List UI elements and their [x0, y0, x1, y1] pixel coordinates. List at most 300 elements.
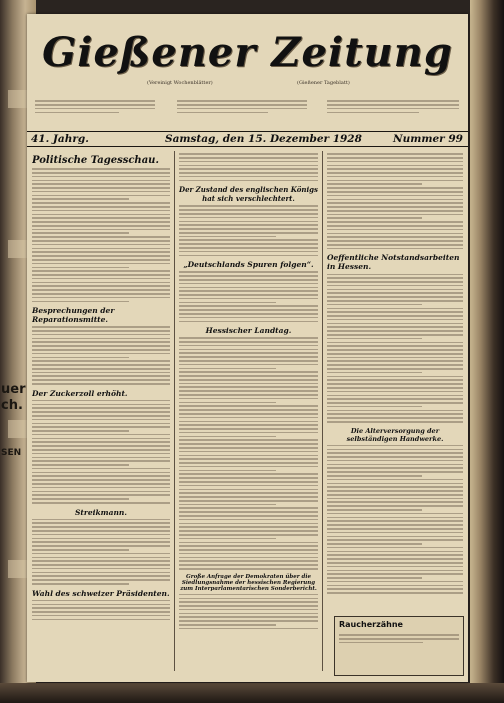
text-line — [327, 233, 463, 235]
text-line — [32, 600, 170, 602]
text-line — [179, 451, 318, 453]
text-line — [32, 198, 129, 200]
volume-year: 41. Jahrg. — [31, 133, 89, 145]
text-line — [32, 519, 170, 521]
scan-right-edge — [470, 0, 504, 703]
text-line — [327, 161, 463, 163]
text-line — [32, 449, 170, 451]
info-block-left — [35, 98, 155, 115]
text-line — [327, 202, 463, 204]
text-line — [179, 409, 318, 411]
text-line — [32, 334, 170, 336]
text-line — [179, 560, 318, 562]
text-line — [327, 315, 463, 317]
text-line — [32, 210, 170, 212]
text-line — [327, 330, 463, 332]
text-line — [32, 583, 129, 585]
text-line — [179, 481, 318, 483]
text-line — [32, 549, 129, 551]
text-line — [179, 530, 318, 532]
article-body — [32, 168, 170, 302]
text-line — [179, 379, 318, 381]
text-line — [179, 458, 318, 460]
text-line — [32, 274, 170, 276]
text-line — [327, 421, 463, 423]
text-line — [327, 206, 463, 208]
text-line — [32, 498, 129, 500]
text-line — [179, 236, 276, 238]
text-line — [327, 513, 463, 515]
text-line — [32, 472, 170, 474]
text-line — [32, 349, 170, 351]
text-line — [179, 364, 318, 366]
text-line — [32, 195, 170, 197]
text-line — [327, 471, 463, 473]
text-line — [179, 507, 318, 509]
text-line — [179, 526, 318, 528]
text-line — [32, 560, 170, 562]
article-body — [32, 400, 170, 504]
text-line — [179, 247, 318, 249]
text-line — [327, 311, 463, 313]
text-line — [327, 281, 463, 283]
text-line — [179, 271, 318, 273]
text-line — [32, 607, 170, 609]
article-heading: Hessischer Landtag. — [205, 326, 292, 336]
text-line — [32, 553, 170, 555]
text-line — [179, 489, 318, 491]
text-line — [32, 460, 170, 462]
article-heading: Große Anfrage der Demokraten über die Siedlungsnahme der hessischen Regierung zum Interparlamentarischen Sonderbericht. — [180, 573, 317, 592]
article-body — [179, 594, 318, 630]
text-line — [327, 483, 463, 485]
text-line — [327, 543, 422, 545]
text-line — [327, 323, 463, 325]
text-line — [32, 183, 170, 185]
text-line — [327, 490, 463, 492]
text-line — [327, 217, 422, 219]
scan-bottom-edge — [0, 683, 504, 703]
text-line — [327, 221, 463, 223]
text-line — [179, 485, 318, 487]
text-line — [32, 263, 170, 265]
text-line — [327, 292, 463, 294]
article-heading: Politische Tagesschau. — [32, 155, 159, 166]
text-line — [327, 528, 463, 530]
text-line — [179, 172, 318, 174]
text-line — [179, 515, 318, 517]
article-heading: Die Alterversorgung der selbständigen Handwerke. — [346, 426, 444, 443]
text-line — [179, 534, 318, 536]
text-line — [32, 557, 170, 559]
text-line — [327, 214, 463, 216]
text-line — [327, 274, 463, 276]
text-line — [32, 404, 170, 406]
column-rule — [174, 151, 175, 671]
column-1 — [32, 151, 170, 675]
article-heading: Wahl des schweizer Präsidenten. — [32, 588, 170, 598]
text-line — [32, 202, 170, 204]
text-line — [32, 353, 170, 355]
text-line — [32, 229, 170, 231]
text-line — [179, 568, 318, 570]
text-line — [179, 232, 318, 234]
text-line — [32, 364, 170, 366]
text-line — [32, 375, 170, 377]
text-line — [32, 278, 170, 280]
text-line — [32, 568, 170, 570]
text-line — [327, 449, 463, 451]
text-line — [327, 520, 463, 522]
text-line — [179, 466, 318, 468]
text-line — [32, 522, 170, 524]
text-line — [327, 402, 463, 404]
text-line — [327, 345, 463, 347]
text-line — [179, 609, 318, 611]
text-line — [179, 523, 318, 525]
text-line — [327, 494, 463, 496]
info-block-center — [177, 98, 307, 115]
text-line — [179, 470, 276, 472]
text-line — [179, 564, 318, 566]
text-line — [327, 153, 463, 155]
text-line — [327, 588, 463, 590]
text-line — [327, 229, 463, 231]
text-line — [32, 615, 170, 617]
text-line — [327, 285, 463, 287]
text-line — [179, 405, 318, 407]
text-line — [32, 604, 170, 606]
text-line — [327, 360, 463, 362]
article-heading: Besprechungen der Reparationsmitte. — [32, 306, 115, 325]
text-line — [179, 302, 276, 304]
column-3 — [327, 151, 463, 611]
left-page-fragment: uer — [1, 382, 26, 397]
text-line — [32, 244, 170, 246]
text-line — [327, 391, 463, 393]
issue-date: Samstag, den 15. Dezember 1928 — [165, 133, 362, 145]
text-line — [327, 486, 463, 488]
text-line — [32, 545, 170, 547]
article-heading: Streikmann. — [75, 507, 127, 517]
text-line — [179, 455, 318, 457]
text-line — [327, 479, 463, 481]
text-line — [32, 214, 170, 216]
text-line — [179, 624, 276, 626]
text-line — [32, 479, 170, 481]
text-line — [327, 172, 463, 174]
text-line — [327, 460, 463, 462]
text-line — [327, 376, 463, 378]
text-line — [32, 301, 129, 303]
text-line — [179, 180, 318, 182]
text-line — [32, 221, 170, 223]
text-line — [179, 402, 276, 404]
text-line — [327, 296, 463, 298]
text-line — [179, 500, 318, 502]
text-line — [32, 538, 170, 540]
text-line — [179, 511, 318, 513]
text-line — [32, 345, 170, 347]
text-line — [32, 267, 129, 269]
text-line — [179, 287, 318, 289]
publisher-info-band — [27, 96, 468, 128]
text-line — [179, 356, 318, 358]
text-line — [179, 375, 318, 377]
text-line — [32, 415, 170, 417]
text-line — [32, 251, 170, 253]
text-line — [179, 168, 318, 170]
text-line — [179, 390, 318, 392]
date-bar — [27, 131, 468, 147]
text-line — [327, 524, 463, 526]
text-line — [179, 371, 318, 373]
text-line — [32, 248, 170, 250]
text-line — [179, 601, 318, 603]
text-line — [179, 290, 318, 292]
text-line — [32, 379, 170, 381]
text-line — [327, 183, 422, 185]
text-line — [179, 504, 276, 506]
text-line — [327, 304, 422, 306]
text-line — [327, 165, 463, 167]
text-line — [327, 277, 463, 279]
text-line — [327, 240, 463, 242]
text-line — [179, 294, 318, 296]
text-line — [327, 300, 463, 302]
masthead-subtitle-left: (Vereinigt Wochenblätter) — [147, 80, 213, 86]
text-line — [32, 572, 170, 574]
left-page-fragment: SEN — [1, 448, 22, 458]
text-line — [179, 386, 318, 388]
text-line — [327, 176, 463, 178]
text-line — [179, 209, 318, 211]
left-page-fragment: ch. — [1, 398, 23, 413]
text-line — [327, 342, 463, 344]
text-line — [32, 468, 170, 470]
text-line — [32, 270, 170, 272]
text-line — [179, 221, 318, 223]
text-line — [179, 283, 318, 285]
text-line — [179, 549, 318, 551]
text-line — [327, 187, 463, 189]
column-rule — [322, 151, 323, 671]
text-line — [327, 452, 463, 454]
text-line — [179, 309, 318, 311]
text-line — [32, 187, 170, 189]
text-line — [327, 562, 463, 564]
text-line — [327, 319, 463, 321]
text-line — [179, 337, 318, 339]
text-line — [32, 330, 170, 332]
text-line — [32, 487, 170, 489]
text-line — [327, 236, 463, 238]
text-line — [32, 502, 170, 504]
text-line — [327, 326, 463, 328]
text-line — [327, 456, 463, 458]
text-line — [32, 326, 170, 328]
text-line — [32, 419, 170, 421]
text-line — [32, 180, 170, 182]
text-line — [327, 558, 463, 560]
text-line — [179, 542, 318, 544]
text-line — [179, 613, 318, 615]
text-line — [179, 439, 318, 441]
text-line — [179, 628, 318, 630]
text-line — [32, 575, 170, 577]
text-line — [179, 398, 318, 400]
text-line — [327, 573, 463, 575]
info-block-right — [327, 98, 459, 115]
text-line — [32, 494, 170, 496]
text-line — [32, 236, 170, 238]
text-line — [179, 473, 318, 475]
text-line — [327, 566, 463, 568]
text-line — [327, 308, 463, 310]
text-line — [32, 491, 170, 493]
text-line — [32, 168, 170, 170]
text-line — [32, 225, 170, 227]
text-line — [179, 275, 318, 277]
text-line — [327, 551, 463, 553]
text-line — [32, 407, 170, 409]
text-line — [327, 180, 463, 182]
article-body — [327, 153, 463, 249]
text-line — [179, 317, 318, 319]
text-line — [179, 553, 318, 555]
text-line — [327, 406, 422, 408]
article-body — [179, 153, 318, 181]
text-line — [327, 191, 463, 193]
text-line — [179, 605, 318, 607]
text-line — [327, 498, 463, 500]
text-line — [179, 239, 318, 241]
text-line — [327, 395, 463, 397]
text-line — [179, 213, 318, 215]
text-line — [179, 360, 318, 362]
text-line — [327, 383, 463, 385]
text-line — [179, 538, 276, 540]
text-line — [32, 441, 170, 443]
text-line — [327, 445, 463, 447]
text-line — [179, 428, 318, 430]
text-line — [327, 554, 463, 556]
text-line — [327, 289, 463, 291]
text-line — [179, 413, 318, 415]
text-line — [32, 259, 170, 261]
article-body — [179, 271, 318, 322]
newspaper-title: Gießener Zeitung — [42, 29, 453, 76]
text-line — [32, 206, 170, 208]
text-line — [32, 457, 170, 459]
text-line — [327, 464, 463, 466]
text-line — [179, 417, 318, 419]
text-line — [179, 345, 318, 347]
text-line — [32, 541, 170, 543]
text-line — [179, 557, 318, 559]
text-line — [327, 410, 463, 412]
text-line — [327, 225, 463, 227]
text-line — [32, 341, 170, 343]
newspaper-page — [27, 14, 468, 682]
text-line — [327, 417, 463, 419]
article-heading: Der Zustand des englischen Königs hat sich verschlechtert. — [179, 185, 318, 204]
text-line — [179, 157, 318, 159]
article-body — [327, 274, 463, 423]
text-line — [32, 438, 170, 440]
text-line — [32, 445, 170, 447]
article-body — [32, 600, 170, 621]
text-line — [327, 349, 463, 351]
article-heading: „Deutschlands Spuren folgen“. — [183, 260, 314, 270]
text-line — [179, 462, 318, 464]
text-line — [32, 285, 170, 287]
text-line — [32, 619, 170, 621]
column-2 — [179, 151, 318, 675]
text-line — [179, 352, 318, 354]
text-line — [327, 509, 422, 511]
masthead — [27, 24, 468, 94]
text-line — [327, 536, 463, 538]
text-line — [327, 570, 463, 572]
text-line — [32, 426, 170, 428]
text-line — [327, 398, 463, 400]
text-line — [179, 492, 318, 494]
text-line — [327, 539, 463, 541]
text-line — [179, 305, 318, 307]
advertisement-title: Raucherzähne — [339, 620, 403, 629]
text-line — [327, 379, 463, 381]
text-line — [327, 413, 463, 415]
text-line — [179, 228, 318, 230]
text-line — [32, 357, 129, 359]
text-line — [179, 432, 318, 434]
text-line — [32, 534, 170, 536]
text-line — [32, 372, 170, 374]
text-line — [327, 334, 463, 336]
article-body — [32, 519, 170, 585]
text-line — [179, 251, 318, 253]
text-line — [32, 191, 170, 193]
text-line — [327, 357, 463, 359]
text-line — [179, 165, 318, 167]
text-line — [327, 532, 463, 534]
text-line — [179, 443, 318, 445]
text-line — [32, 464, 129, 466]
text-line — [32, 453, 170, 455]
text-line — [179, 279, 318, 281]
text-line — [327, 248, 463, 250]
text-line — [32, 293, 170, 295]
article-body — [327, 445, 463, 594]
text-line — [327, 475, 422, 477]
text-line — [179, 176, 318, 178]
text-line — [32, 338, 170, 340]
text-line — [32, 530, 170, 532]
text-line — [327, 387, 463, 389]
issue-number: Nummer 99 — [393, 133, 463, 145]
text-line — [327, 353, 463, 355]
article-heading: Oeffentliche Notstandsarbeiten in Hessen. — [327, 253, 460, 272]
text-line — [327, 244, 463, 246]
text-line — [32, 475, 170, 477]
text-line — [179, 313, 318, 315]
text-line — [179, 153, 318, 155]
text-line — [179, 368, 276, 370]
text-line — [32, 564, 170, 566]
text-line — [327, 210, 463, 212]
text-line — [327, 168, 463, 170]
